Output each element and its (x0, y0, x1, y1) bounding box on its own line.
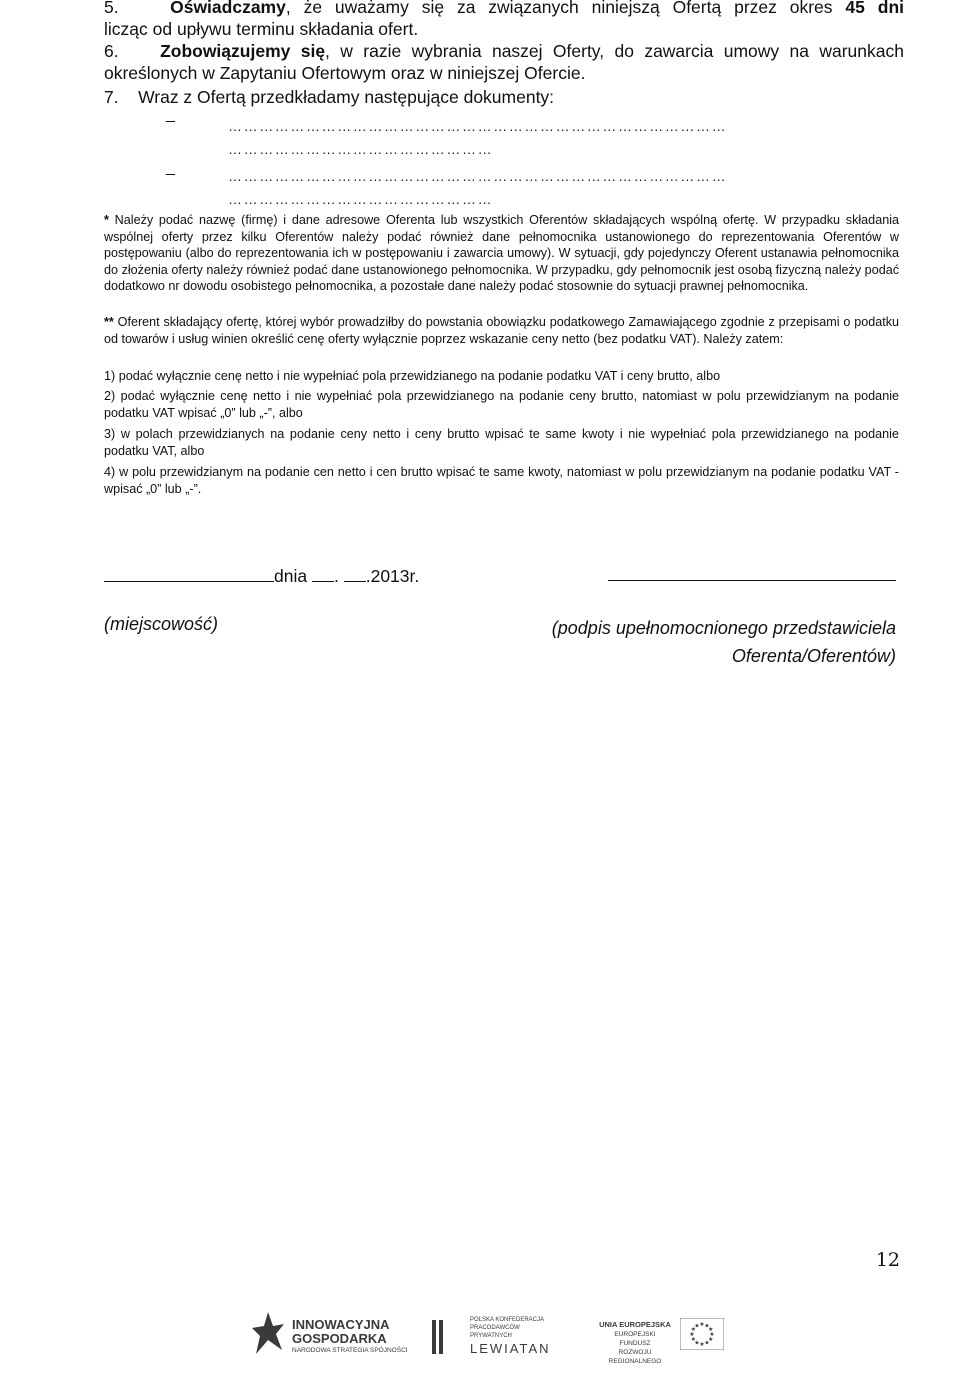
eu-star-icon: ★ (704, 1323, 710, 1330)
item-5 (104, 0, 904, 40)
footnote-1 (104, 212, 899, 295)
eu-star-icon: ★ (708, 1337, 714, 1343)
item-bold: Oświadczamy (170, 0, 286, 17)
signature-label-line: Oferenta/Oferentów) (731, 646, 896, 666)
date-dnia: dnia (274, 566, 308, 586)
date-dot: . (333, 566, 339, 586)
star-figure-icon (250, 1310, 286, 1358)
eu-star-icon: ★ (689, 1332, 695, 1338)
eu-flag-icon (680, 1318, 724, 1350)
logo-text: ROZWOJU REGIONALNEGO (608, 1349, 662, 1365)
day-blank-line (312, 565, 334, 582)
eu-star-icon: ★ (690, 1327, 696, 1333)
item-number: 7. (104, 87, 119, 107)
item-number: 6. (104, 41, 119, 61)
eu-star-icon: ★ (699, 1322, 705, 1328)
item-text: licząc od upływu terminu składania ofert. (104, 19, 419, 39)
dotted-line: …………………………………………………………………………………… (228, 118, 728, 134)
logo-text: UNIA EUROPEJSKA (599, 1320, 671, 1329)
innowacyjna-gospodarka-logo (250, 1308, 410, 1364)
dotted-line: …………………………………………… (228, 141, 494, 157)
option-1: 1) podać wyłącznie cenę netto i nie wypełniać pola przewidzianego na podanie podatku VAT i ceny brutto, albo (104, 369, 721, 383)
option-2: 2) podać wyłącznie cenę netto i nie wypełniać pola przewidzianego na podanie ceny brutto, natomiast w polu przewidzianym na podanie podatku VAT wpisać „0” lub „-”, albo (104, 389, 899, 420)
place-label: (miejscowość) (104, 614, 219, 634)
dash-marker: _ (166, 159, 175, 176)
item-bold: Zobowiązujemy się (160, 41, 326, 61)
logo-text: LEWIATAN (470, 1341, 551, 1356)
logo-text: POLSKA KONFEDERACJA (470, 1317, 545, 1323)
option-4: 4) w polu przewidzianym na podanie cen netto i cen brutto wpisać te same kwoty, natomiast w polu przewidzianym na podanie podatku VAT - wpisać „0” lub „-”. (104, 465, 899, 496)
eu-logo (598, 1318, 738, 1365)
date-line (104, 565, 419, 587)
footnote-mark: ** (104, 315, 114, 329)
date-year: .2013r. (365, 566, 420, 586)
dash-marker: _ (166, 106, 175, 123)
logo-text: INNOWACYJNA (292, 1317, 390, 1332)
eu-star-icon: ★ (694, 1340, 700, 1347)
dotted-line: …………………………………………………………………………………… (228, 168, 728, 184)
footnote-mark: * (104, 213, 109, 227)
eu-star-icon: ★ (708, 1327, 714, 1333)
item-text: , w razie wybrania naszej Oferty, do zawarcia umowy na warunkach określonych w Zapytaniu Ofertowym oraz w niniejszej Ofercie. (104, 41, 904, 83)
eu-star-icon: ★ (699, 1342, 705, 1348)
item-bold: 45 dni (845, 0, 904, 17)
signature-line (608, 580, 896, 581)
place-blank-line (104, 565, 274, 582)
eu-star-icon: ★ (690, 1337, 696, 1343)
footnote-2 (104, 314, 899, 347)
eu-star-icon: ★ (709, 1332, 715, 1338)
logo-text: GOSPODARKA (292, 1331, 387, 1346)
signature-label-line: (podpis upełnomocnionego przedstawiciela (551, 618, 896, 638)
footnote-text: Należy podać nazwę (firmę) i dane adresowe Oferenta lub wszystkich Oferentów składających wspólną ofertę. W przypadku składania wspólnej oferty przez kilku Oferentów należy podać również dane pełnomocnika ustanowionego do reprezentowania Oferentów w postępowaniu (albo do reprezentowania ich w postępowaniu i zawarcia umowy). W sytuacji, gdy pojedynczy Oferent ustanawia pełnomocnika do złożenia oferty należy również podać dane ustanowionego pełnomocnika. W przypadku, gdy pełnomocnik jest osobą fizyczną należy podać dodatkowo nr dowodu osobistego pełnomocnika, a pozostałe dane należy podać stosownie do sytuacji prawnej pełnomocnika. (104, 213, 899, 293)
item-6 (104, 40, 904, 84)
footnote-text: Oferent składający ofertę, której wybór prowadziłby do powstania obowiązku podatkowego Zamawiającego zgodnie z przepisami o podatku od towarów i usług winien określić cenę oferty wyłącznie poprzez wskazanie ceny netto (bez podatku VAT). Należy zatem: (104, 315, 900, 346)
eu-star-icon: ★ (694, 1323, 700, 1330)
item-7 (104, 86, 904, 108)
logo-text: EUROPEJSKI FUNDUSZ (614, 1331, 656, 1347)
item-number: 5. (104, 0, 119, 17)
eu-star-icon: ★ (704, 1340, 710, 1347)
lewiatan-logo (432, 1314, 562, 1358)
logo-text: NARODOWA STRATEGIA SPÓJNOŚCI (292, 1347, 408, 1354)
item-text: Wraz z Ofertą przedkładamy następujące dokumenty: (138, 87, 555, 107)
dotted-line: …………………………………………… (228, 191, 494, 207)
page-number: 12 (875, 1249, 900, 1271)
option-3: 3) w polach przewidzianych na podanie ceny netto i ceny brutto wpisać te same kwoty i nie wypełniać pola przewidzianego na podanie podatku VAT, albo (104, 427, 899, 458)
item-text: , że uważamy się za związanych niniejszą Ofertą przez okres (285, 0, 833, 17)
signature-label (500, 614, 896, 670)
logo-text: PRACODAWCÓW PRYWATNYCH (470, 1325, 520, 1339)
month-blank-line (344, 565, 366, 582)
